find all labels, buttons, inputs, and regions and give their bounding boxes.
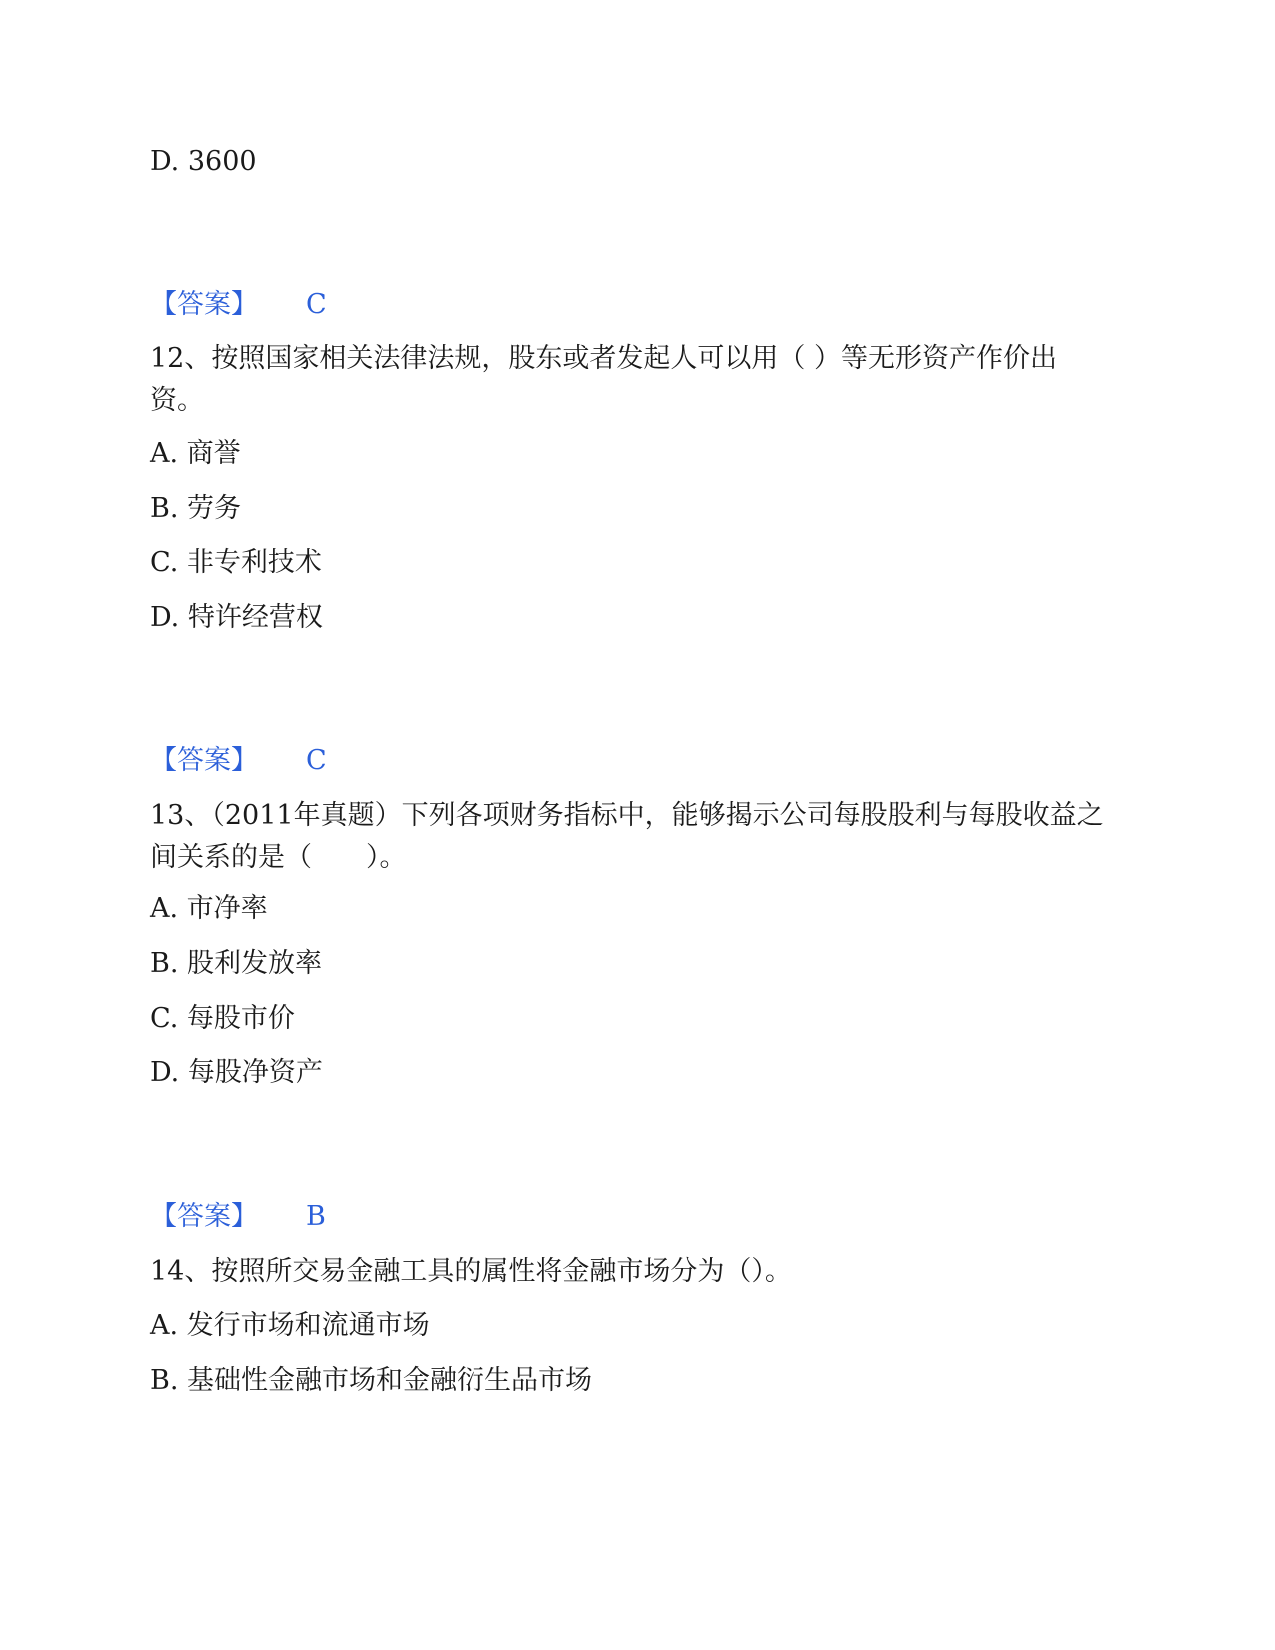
answer-label: 【答案】 (150, 1201, 258, 1232)
q12-answer (150, 744, 327, 778)
q14-option-a: A. 发行市场和流通市场 (150, 1310, 430, 1341)
answer-value: B (306, 1201, 326, 1232)
q12-option-a: A. 商誉 (150, 438, 241, 469)
q11-option-d: D. 3600 (150, 146, 257, 177)
q12-stem: 12、按照国家相关法律法规，股东或者发起人可以用（ ）等无形资产作价出资。 (150, 343, 1057, 416)
q13-option-c: C. 每股市价 (150, 1003, 295, 1034)
q13-stem: 13、（2011年真题）下列各项财务指标中，能够揭示公司每股股利与每股收益之间关系的是（ ）。 (150, 800, 1104, 873)
q12-option-b: B. 劳务 (150, 493, 242, 524)
q12-option-c: C. 非专利技术 (150, 547, 322, 578)
q11-answer (150, 288, 327, 322)
q14-stem: 14、按照所交易金融工具的属性将金融市场分为（）。 (150, 1256, 792, 1287)
q14-option-b: B. 基础性金融市场和金融衍生品市场 (150, 1365, 593, 1396)
q13-answer (150, 1200, 326, 1234)
answer-label: 【答案】 (150, 289, 258, 320)
answer-value: C (306, 745, 327, 776)
q13-option-d: D. 每股净资产 (150, 1057, 323, 1088)
answer-label: 【答案】 (150, 745, 258, 776)
q13-option-b: B. 股利发放率 (150, 948, 323, 979)
q13-option-a: A. 市净率 (150, 893, 268, 924)
q12-option-d: D. 特许经营权 (150, 602, 323, 633)
answer-value: C (306, 289, 327, 320)
